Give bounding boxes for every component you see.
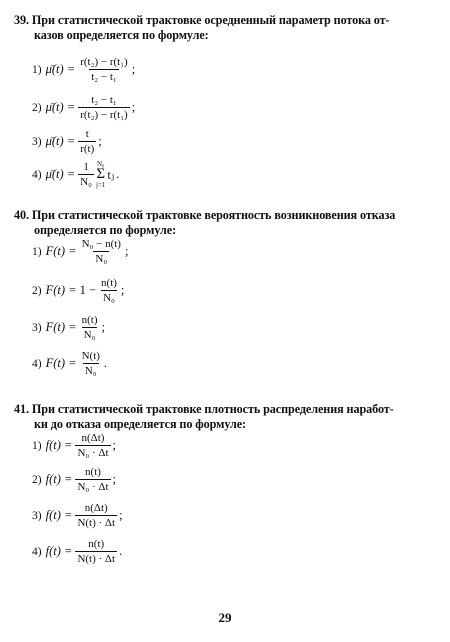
question-text-line2: ки до отказа определяется по формуле: (34, 417, 247, 431)
fraction (75, 502, 117, 529)
formula-end: ; (124, 244, 129, 258)
fraction-numerator: n(Δt) (84, 502, 108, 514)
q41-option-1 (32, 432, 116, 459)
formula-lhs: f(t) = (45, 438, 73, 452)
fraction-numerator: n(t) (81, 314, 98, 326)
fraction-numerator: N₀ − n(t) (81, 238, 121, 250)
fraction (80, 314, 100, 341)
fraction-denominator: N₀ · Δt (77, 481, 109, 493)
formula-lhs: f(t) = (45, 472, 73, 486)
fraction-numerator: n(t) (101, 277, 117, 289)
fraction-numerator: t (85, 128, 89, 140)
fraction-denominator: r(t) (80, 143, 95, 155)
q40-option-2 (32, 277, 124, 304)
question-text-line2: казов определяется по формуле: (34, 28, 209, 42)
fraction-denominator: N₀ · Δt (77, 447, 109, 459)
fraction-numerator: r(t₂) − r(t₁) (80, 56, 128, 68)
formula-lhs: F(t) = (45, 356, 77, 370)
q40-option-3 (32, 314, 105, 341)
fraction-denominator: N(t) · Δt (77, 517, 116, 529)
question-39-heading (14, 13, 434, 43)
question-text-line1: При статистической трактовке осредненный параметр потока от- (31, 13, 390, 27)
fraction-denominator: r(t₂) − r(t₁) (80, 109, 128, 121)
formula-end: ; (112, 472, 116, 486)
option-number: 3) (32, 509, 42, 522)
option-number: 1) (32, 63, 42, 76)
fraction (78, 128, 96, 155)
formula-lhs: μ̄(t) = (45, 62, 76, 76)
question-41-heading (14, 402, 434, 432)
fraction (75, 466, 110, 493)
summand: tⱼ (107, 167, 115, 182)
fraction (99, 277, 119, 304)
fraction-denominator: N(t) · Δt (77, 553, 116, 565)
q39-option-1 (32, 56, 135, 83)
formula-end: . (116, 167, 120, 181)
fraction (80, 238, 123, 265)
q41-option-2 (32, 466, 116, 493)
fraction (78, 94, 129, 121)
sum-upper-limit: N₀ (96, 160, 105, 168)
fraction-denominator: N₀ (80, 176, 93, 188)
formula-lhs: F(t) = (45, 283, 77, 297)
formula-lhs: μ̄(t) = (45, 100, 76, 114)
option-number: 1) (32, 245, 42, 258)
fraction-denominator: N₀ (103, 292, 115, 304)
option-number: 3) (32, 135, 42, 148)
fraction-denominator: N₀ (84, 365, 97, 377)
page-number: 29 (218, 610, 232, 625)
question-number: 41. (14, 402, 29, 416)
question-text-line2: определяется по формуле: (34, 223, 177, 237)
option-number: 1) (32, 439, 42, 452)
fraction (75, 538, 117, 565)
option-number: 2) (32, 473, 42, 486)
question-number: 40. (14, 208, 29, 222)
q41-option-3 (32, 502, 123, 529)
question-number: 39. (14, 13, 29, 27)
q39-option-3 (32, 128, 102, 155)
prefix-term: 1 − (79, 283, 97, 297)
fraction-numerator: n(t) (85, 466, 101, 478)
fraction-denominator: N₀ (83, 329, 96, 341)
summation (96, 160, 105, 189)
fraction-numerator: 1 (83, 161, 89, 173)
option-number: 4) (32, 357, 42, 370)
fraction-denominator: N₀ (95, 253, 108, 265)
option-number: 4) (32, 545, 42, 558)
fraction (78, 56, 129, 83)
fraction-numerator: t₂ − t₁ (91, 94, 117, 106)
formula-lhs: F(t) = (45, 244, 77, 258)
question-text-line1: При статистической трактовке вероятность возникновения отказа (31, 208, 396, 222)
option-number: 2) (32, 284, 42, 297)
formula-lhs: F(t) = (45, 320, 77, 334)
formula-end: ; (98, 134, 102, 148)
formula-lhs: μ̄(t) = (45, 134, 76, 148)
sum-lower-limit: j=1 (96, 181, 106, 189)
fraction-numerator: n(t) (88, 538, 105, 550)
formula-end: . (119, 544, 123, 558)
fraction-numerator: n(Δt) (81, 432, 105, 444)
question-40-heading (14, 208, 434, 238)
option-number: 2) (32, 101, 42, 114)
fraction (75, 432, 110, 459)
formula-lhs: μ̄(t) = (45, 167, 76, 181)
fraction (80, 350, 102, 377)
q39-option-4 (32, 160, 119, 189)
formula-end: ; (131, 62, 136, 76)
formula-end: ; (119, 508, 123, 522)
fraction-numerator: N(t) (81, 350, 100, 362)
formula-lhs: f(t) = (45, 508, 73, 522)
q41-option-4 (32, 538, 122, 565)
question-text-line1: При статистической трактовке плотность распределения наработ- (31, 402, 394, 416)
sigma-symbol: Σ (96, 166, 106, 182)
option-number: 3) (32, 321, 42, 334)
formula-lhs: f(t) = (45, 544, 73, 558)
formula-end: ; (112, 438, 116, 452)
q40-option-1 (32, 238, 128, 265)
formula-end: ; (101, 320, 105, 334)
formula-end: . (103, 356, 108, 370)
q39-option-2 (32, 94, 135, 121)
formula-end: ; (120, 283, 125, 297)
formula-end: ; (131, 100, 136, 114)
option-number: 4) (32, 168, 42, 181)
fraction (78, 161, 94, 188)
fraction-denominator: t₂ − t₁ (91, 71, 117, 83)
q40-option-4 (32, 350, 107, 377)
